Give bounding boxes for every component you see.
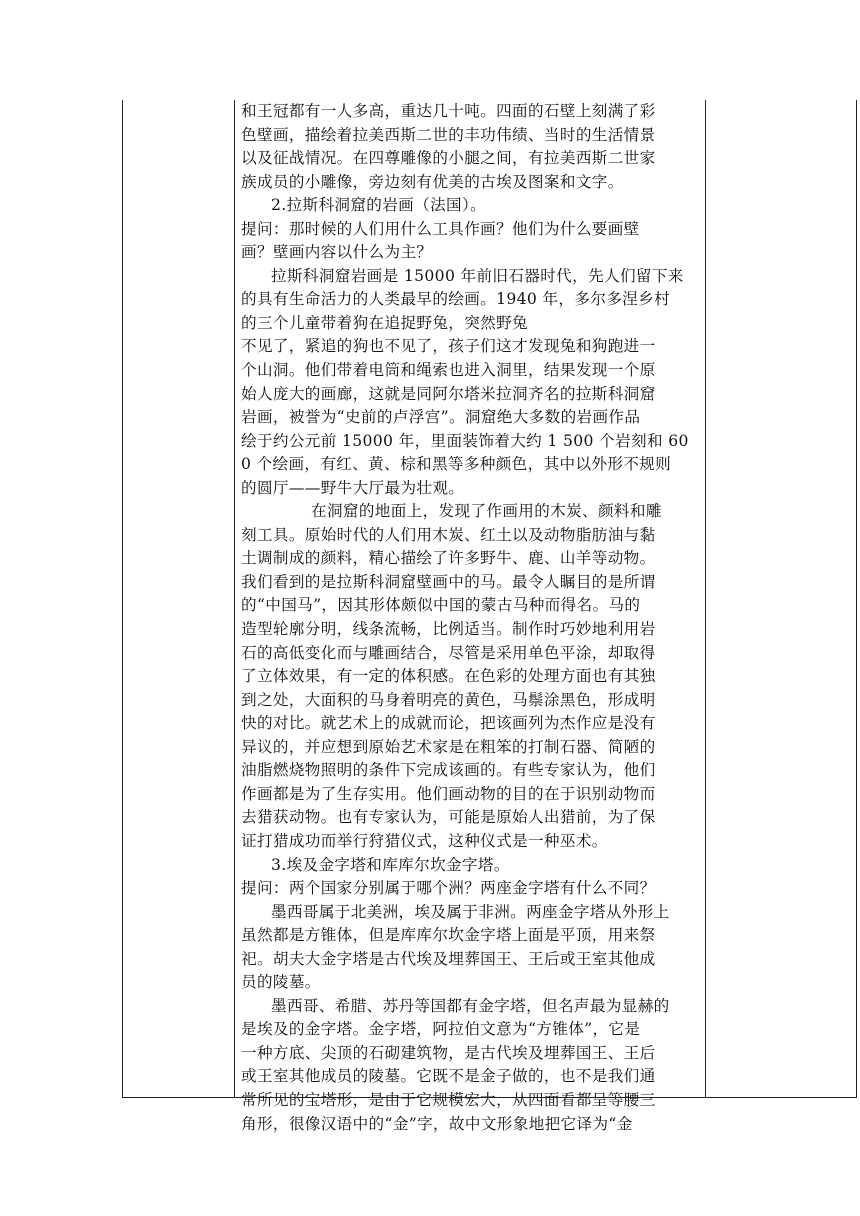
text-line: 的三个儿童带着狗在追捉野兔，突然野兔 <box>241 313 528 332</box>
text-line: 墨西哥属于北美洲，埃及属于非洲。两座金字塔从外形上 <box>271 902 670 921</box>
text-line: 异议的，并应想到原始艺术家是在粗笨的打制石器、简陋的 <box>241 737 656 756</box>
text-line: 到之处，大面积的马身着明亮的黄色，马鬃涂黑色，形成明 <box>241 690 656 709</box>
text-line: 不见了，紧追的狗也不见了，孩子们这才发现兔和狗跑进一 <box>241 337 656 356</box>
text-line: 刻工具。原始时代的人们用木炭、红土以及动物脂肪油与黏 <box>241 525 656 544</box>
text-line: 是埃及的金字塔。金字塔，阿拉伯文意为“方锥体”，它是 <box>241 1020 641 1039</box>
text-line: 岩画，被誉为“史前的卢浮宫”。洞窟绝大多数的岩画作品 <box>241 408 641 427</box>
text-line: 一种方底、尖顶的石砌建筑物，是古代埃及埋葬国王、王后 <box>241 1043 656 1062</box>
text-line: 或王室其他成员的陵墓。它既不是金子做的，也不是我们通 <box>241 1067 656 1086</box>
text-line: 墨西哥、希腊、苏丹等国都有金字塔，但名声最为显赫的 <box>271 996 670 1015</box>
section-heading-pyramids: 3.埃及金字塔和库库尔坎金字塔。 <box>271 855 510 874</box>
text-line: 始人庞大的画廊，这就是同阿尔塔米拉洞齐名的拉斯科洞窟 <box>241 384 656 403</box>
text-line: 祀。胡夫大金字塔是古代埃及埋葬国王、王后或王室其他成 <box>241 949 656 968</box>
text-line: 油脂燃烧物照明的条件下完成该画的。有些专家认为，他们 <box>241 761 656 780</box>
text-line: 角形，很像汉语中的“金”字，故中文形象地把它译为“金 <box>241 1114 633 1133</box>
text-line: 以及征战情况。在四尊雕像的小腿之间，有拉美西斯二世家 <box>241 149 656 168</box>
section-heading-lascaux: 2.拉斯科洞窟的岩画（法国）。 <box>271 196 487 215</box>
text-line: 去猎获动物。也有专家认为，可能是原始人出猎前，为了保 <box>241 808 656 827</box>
lesson-content-cell <box>241 100 707 1136</box>
lesson-table <box>122 100 857 1133</box>
text-line: 了立体效果，有一定的体积感。在色彩的处理方面也有其独 <box>241 667 656 686</box>
text-line: 的具有生命活力的人类最早的绘画。1940 年，多尔多涅乡村 <box>241 290 671 309</box>
question-line: 画？壁画内容以什么为主？ <box>241 243 433 262</box>
text-line: 石的高低变化而与雕画结合，尽管是采用单色平涂，却取得 <box>241 643 656 662</box>
text-line: 族成员的小雕像，旁边刻有优美的古埃及图案和文字。 <box>241 172 624 191</box>
text-line: 证打猎成功而举行狩猎仪式，这种仪式是一种巫术。 <box>241 831 608 850</box>
question-line: 提问：那时候的人们用什么工具作画？他们为什么要画壁 <box>241 219 640 238</box>
text-line: 员的陵墓。 <box>241 973 321 992</box>
text-line: 快的对比。就艺术上的成就而论，把该画列为杰作应是没有 <box>241 714 656 733</box>
text-line: 在洞窟的地面上，发现了作画用的木炭、颜料和雕 <box>311 502 662 521</box>
text-line: 的“中国马”，因其形体颇似中国的蒙古马种而得名。马的 <box>241 596 641 615</box>
column-divider-left <box>234 100 235 1097</box>
text-line: 0 个绘画，有红、黄、棕和黑等多种颜色，其中以外形不规则 <box>241 455 672 474</box>
text-line: 土调制成的颜料，精心描绘了许多野牛、鹿、山羊等动物。 <box>241 549 656 568</box>
text-line: 绘于约公元前 15000 年，里面装饰着大约 1 500 个岩刻和 60 <box>241 431 689 450</box>
question-line: 提问：两个国家分别属于哪个洲？两座金字塔有什么不同？ <box>241 879 656 898</box>
text-line: 常所见的宝塔形，是由于它规模宏大，从四面看都呈等腰三 <box>241 1090 656 1109</box>
text-line: 和王冠都有一人多高，重达几十吨。四面的石壁上刻满了彩 <box>241 102 656 120</box>
text-line: 造型轮廓分明，线条流畅，比例适当。制作时巧妙地利用岩 <box>241 620 656 639</box>
text-line: 我们看到的是拉斯科洞窟壁画中的马。最令人瞩目的是所谓 <box>241 572 656 591</box>
text-line: 虽然都是方锥体，但是库库尔坎金字塔上面是平顶，用来祭 <box>241 926 656 945</box>
text-line: 作画都是为了生存实用。他们画动物的目的在于识别动物而 <box>241 784 656 803</box>
text-line: 拉斯科洞窟岩画是 15000 年前旧石器时代，先人们留下来 <box>271 266 684 285</box>
text-line: 的圆厅——野牛大厅最为壮观。 <box>241 478 465 497</box>
text-line: 个山洞。他们带着电筒和绳索也进入洞里，结果发现一个原 <box>241 361 656 380</box>
text-line: 色壁画，描绘着拉美西斯二世的丰功伟绩、当时的生活情景 <box>241 125 656 144</box>
